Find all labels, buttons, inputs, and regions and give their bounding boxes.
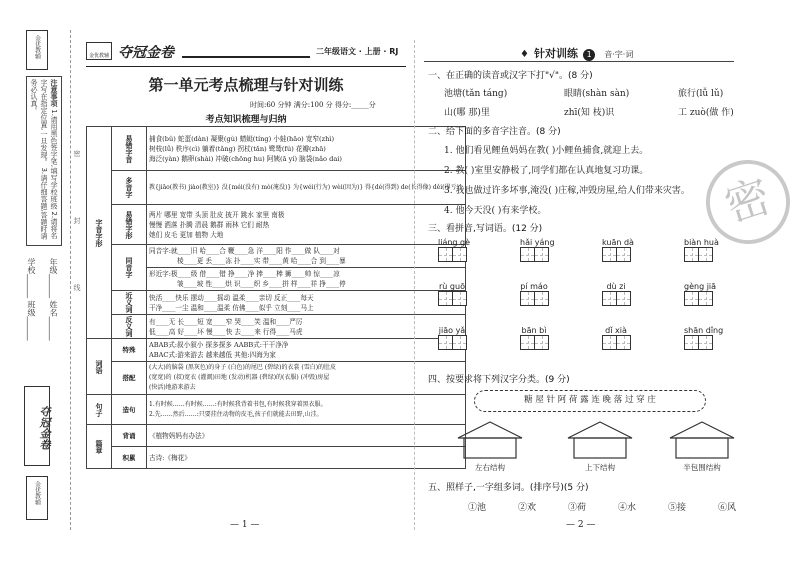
section-4-title: 四、按要求将下列汉字分类。(9 分) — [428, 375, 570, 385]
binding-publisher: 金优教辅 — [33, 35, 41, 59]
house-middle-icon — [562, 420, 638, 460]
writing-box[interactable] — [452, 335, 467, 350]
pinyin-item — [520, 238, 555, 266]
writing-box[interactable] — [534, 335, 549, 350]
near-line-1: 同音字:就____旧 哈____合 鞭____急 洋____阳 作____做 队____对 — [149, 247, 340, 255]
header-rule — [182, 56, 310, 58]
pinyin-item — [684, 282, 716, 310]
sent-line-2: 2.先……然后……:只要挂住动物的皮毛,孩子们就能去田野,山洼。 — [149, 410, 323, 418]
writing-box[interactable] — [616, 247, 631, 262]
label-multi: 多音字 — [112, 171, 147, 205]
ant-line-2: 低____高 好____坏 慢____快 去____来 行得____马虎 — [149, 327, 303, 336]
shape-line-2: 慢慢 洒落 扑腾 清晨 鹅群 雨林 它们 耐热 — [149, 220, 270, 229]
pinyin-label: liáng gè — [438, 238, 471, 247]
s2-item-3: 4. 他今天没( )有来学校。 — [444, 206, 547, 216]
binding-notice — [26, 76, 62, 246]
label-ant: 反义词 — [112, 315, 147, 339]
multi-line: 教{jiāo(教书) jiào(教室)} 没{méi(没有) mò(淹没)} 为{wéi(行为) wèi(因为)} 得{dé(得到) de(长得像) děi(得亏)} — [149, 183, 463, 191]
s1-item-5: 工 zuò(做 作) — [678, 108, 734, 118]
s5-item-1: ②欢 — [518, 503, 537, 513]
writing-box[interactable] — [684, 335, 699, 350]
pinyin-item — [520, 282, 548, 310]
pinyin-item — [520, 326, 548, 354]
s1-item-0: 池塘(tǎn táng) — [444, 89, 508, 99]
pinyin-label: dù zi — [606, 282, 626, 291]
pinyin-label: shān dǐng — [684, 326, 724, 335]
page-divider — [414, 40, 415, 530]
writing-box[interactable] — [684, 291, 699, 306]
colloc-line-2: (宽宽)的 (叔)宽衣 (灌溉)田地 (发动)机器 (碧绿)的(衣服) (冲毁)房屋 — [149, 374, 330, 381]
recite-cell — [147, 425, 466, 447]
s2-item-0: 1. 他们看见鲤鱼妈妈在教( )小鲤鱼捕食,就迎上去。 — [444, 146, 649, 156]
pinyin-label: pí máo — [520, 282, 548, 291]
school-label: 学校 — [27, 258, 36, 274]
near-cell — [147, 245, 466, 268]
writing-box[interactable] — [698, 291, 713, 306]
pinyin-label: hǎi yáng — [520, 238, 555, 247]
label-pattern: 特殊 — [112, 339, 147, 362]
cat-pian: 篇章 — [87, 425, 112, 469]
knowledge-table — [86, 126, 466, 469]
left-subtitle: 考点知识梳理与归纳 — [205, 115, 287, 125]
sent-cell — [147, 395, 466, 425]
s5-item-0: ①池 — [468, 503, 487, 513]
seal-line-text — [72, 150, 82, 450]
banner — [520, 42, 680, 60]
pinyin-item — [602, 326, 630, 354]
binding-publisher-2: 金优教辅 — [33, 481, 41, 505]
writing-box[interactable] — [452, 247, 467, 262]
s5-item-5: ⑥风 — [718, 503, 737, 513]
colloc-line-1: (大大)的脑袋 (黑灰色)的身子 (白色)的尾巴 (碧绿)的衣裳 (雪白)的肚皮 — [149, 364, 337, 371]
notice-title: 注意事项 — [50, 79, 58, 107]
pinyin-item — [602, 282, 630, 310]
syn-line-1: 快活____快乐 摆动____摇动 温柔____亲切 反正____每天 — [149, 293, 314, 302]
writing-box[interactable] — [520, 291, 535, 306]
label-near: 同音字 — [112, 245, 147, 291]
class-label: 班级 — [27, 300, 36, 317]
section-1-title: 一、在正确的读音或汉字下打"√"。(8 分) — [428, 71, 593, 81]
label-colloc: 搭配 — [112, 362, 147, 395]
label-sent: 造句 — [112, 395, 147, 425]
house-left — [452, 420, 528, 473]
banner-number: 1 — [583, 49, 595, 61]
writing-box[interactable] — [534, 291, 549, 306]
notice-2: 2.请将名字写在指定位置,一旦发现。 — [40, 79, 58, 240]
char-pool-box — [474, 390, 706, 412]
writing-box[interactable] — [438, 335, 453, 350]
house-left-icon — [452, 420, 528, 460]
s1-item-4: zhī(知 枝)识 — [564, 108, 615, 118]
left-title: 第一单元考点梳理与针对训练 — [148, 76, 344, 94]
label-recite: 背诵 — [112, 425, 147, 447]
publisher-logo — [86, 42, 112, 60]
label-syn: 近义词 — [112, 291, 147, 315]
label-easy: 易错字音 — [112, 127, 147, 171]
easy-line-1: 捕食(bǔ) 蛇蛋(dàn) 凝聚(gù) 蜻蜓(tíng) 小蛙(hāo) 宽窄(zhì) — [149, 134, 335, 143]
house-right-label: 半包围结构 — [683, 463, 721, 472]
pinyin-item — [684, 326, 723, 354]
colloc-cell — [147, 362, 466, 395]
house-right — [664, 420, 740, 473]
writing-box[interactable] — [602, 335, 617, 350]
pinyin-item — [438, 238, 470, 266]
sent-line-1: 1.有时候……有时候……:有时候我背着书包,有时候我穿着黑衣服。 — [149, 400, 327, 408]
seal-1: 密 — [73, 150, 81, 217]
writing-box[interactable] — [520, 335, 535, 350]
shape-cell — [147, 205, 466, 245]
house-left-label: 左右结构 — [475, 463, 505, 472]
header — [86, 40, 406, 64]
banner-title: 针对训练 — [534, 47, 579, 60]
pinyin-item — [684, 238, 719, 266]
writing-box[interactable] — [684, 247, 699, 262]
section-2-title: 二、给下面的多音字注音。(8 分) — [428, 127, 561, 137]
writing-box[interactable] — [438, 247, 453, 262]
s5-item-4: ⑤接 — [668, 503, 687, 513]
pinyin-item — [438, 326, 466, 354]
writing-box[interactable] — [438, 291, 453, 306]
left-meta: 时间:60 分钟 满分:100 分 得分:_____分 — [250, 101, 376, 109]
banner-book-icon: ♦ — [520, 49, 529, 60]
header-subject: 二年级语文 · 上册 · RJ — [316, 47, 399, 56]
easy-line-2: 树枝(lǚ) 秩序(cì) 躺着(tǎng) 拐杖(tǎn) 鹭鸶(fú) 花瓣(zhā) — [149, 144, 326, 153]
house-right-icon — [664, 420, 740, 460]
pattern-line-1: ABAB式:叙小叙小 探多探多 AABB式:干干净净 — [149, 341, 289, 349]
left-page-number: — 1 — — [230, 520, 260, 530]
form-line-1: 形近字:极____级 借____错 挣____净 捧____棒 狮____帅 惊____凉 — [149, 270, 340, 278]
pattern-line-2: ABAC式:游来游去 越来越低 其他:四海为家 — [149, 351, 276, 359]
form-cell — [147, 268, 466, 291]
shape-line-3: 她们 皮毛 更加 植物 大地 — [149, 230, 224, 239]
pinyin-label: kuān dà — [602, 238, 634, 247]
colloc-line-3: (快活)地游来游去 — [149, 384, 196, 391]
header-underline — [86, 66, 406, 67]
pinyin-label: bān bì — [521, 326, 547, 335]
banner-sub: 音·字·词 — [604, 50, 634, 59]
name-label: 姓名 — [49, 300, 58, 317]
header-publisher: 金优教辅 — [88, 53, 109, 59]
easy-cell — [147, 127, 466, 171]
pinyin-label: gèng jiā — [684, 282, 717, 291]
acc-cell — [147, 447, 466, 469]
binding-logo-bottom — [26, 476, 48, 520]
pinyin-label: jiāo yǎ — [438, 326, 466, 335]
header-brand: 夺冠金卷 — [118, 45, 174, 61]
writing-box[interactable] — [698, 247, 713, 262]
notice-3: 3.请仔细答题,答题时请务必认真。 — [30, 79, 48, 240]
writing-box[interactable] — [616, 335, 631, 350]
multi-cell — [147, 171, 466, 205]
char-pool: 糖 屋 针 阿 荷 露 连 晚 落 过 穿 庄 — [524, 395, 656, 405]
binding-logo-top — [26, 30, 48, 70]
writing-box[interactable] — [534, 247, 549, 262]
shape-line-1: 两片 哪里 宽带 头顶 肚皮 披开 跳水 家里 南极 — [149, 210, 285, 219]
ant-cell — [147, 315, 466, 339]
cat-zi: 字音字形 — [87, 127, 112, 339]
binding-strip — [18, 30, 84, 530]
house-middle — [562, 420, 638, 473]
binding-fields: 学校______ 班级______ — [27, 258, 36, 341]
writing-box[interactable] — [520, 247, 535, 262]
stamp-text: 密 — [719, 170, 777, 233]
right-page-number: — 2 — — [566, 520, 596, 530]
grade-label: 年级 — [49, 258, 58, 274]
writing-box[interactable] — [452, 291, 467, 306]
section-3-title: 三、看拼音,写词语。(12 分) — [428, 224, 543, 234]
recite-line: 《植物妈妈有办法》 — [149, 431, 209, 440]
s1-item-3: 山(哪 那)里 — [444, 108, 490, 118]
writing-box[interactable] — [698, 335, 713, 350]
pinyin-item — [438, 282, 466, 310]
pinyin-grid — [438, 238, 728, 368]
binding-fields-2: 年级______ 姓名______ — [49, 258, 58, 341]
pinyin-label: biàn huà — [684, 238, 719, 247]
s1-item-2: 旅行(lǚ lǔ) — [678, 89, 724, 99]
cat-ci: 词语 — [87, 339, 112, 395]
label-acc: 积累 — [112, 447, 147, 469]
writing-box[interactable] — [602, 291, 617, 306]
easy-line-3: 海泛(yàn) 鹅卵(shài) 冲破(chōng hu) 阿姨(ā yí) 脑袋(nǎo dai) — [149, 154, 342, 163]
syn-line-2: 干净____一尘 温和____温柔 仿佛____似乎 立刻____马上 — [149, 303, 314, 312]
s1-item-1: 眼睛(shàn sàn) — [564, 89, 630, 99]
seal-3: 线 — [73, 284, 81, 351]
pattern-cell — [147, 339, 466, 362]
pinyin-label: dǐ xià — [605, 326, 627, 335]
banner-underline — [424, 61, 734, 62]
writing-box[interactable] — [602, 247, 617, 262]
s5-item-3: ④水 — [618, 503, 637, 513]
binding-brand-logo — [24, 386, 50, 466]
cat-ju: 句子 — [87, 395, 112, 425]
ant-line-1: 有____无 长____短 宽____窄 哭____笑 温和____严厉 — [149, 317, 303, 326]
pinyin-label: rù guō — [439, 282, 465, 291]
house-middle-label: 上下结构 — [585, 463, 615, 472]
section-5-title: 五、照样子,一字组多词。(排序号)(5 分) — [428, 483, 589, 493]
binding-dash-line — [70, 30, 71, 530]
binding-brand: 夺冠金卷 — [38, 406, 51, 450]
label-shape: 易错字形 — [112, 205, 147, 245]
near-line-2: 棱____更 丢____冻 扑____实 带____黄 哈____合 到____暴 — [177, 257, 346, 265]
form-line-2: 皱____坡 性____烘 识____织 乡____拼 样____祥 挣____停 — [177, 280, 346, 288]
acc-line: 古诗:《梅花》 — [149, 453, 191, 462]
seal-2: 封 — [73, 217, 81, 284]
s2-item-1: 2. 教( )室里安静极了,同学们都在认真地复习功课。 — [444, 166, 649, 176]
notice-1: 1.请用黑色签字笔,填写学校班级 — [50, 109, 58, 210]
s2-item-2: 3. 我也做过许多坏事,淹没( )庄稼,冲毁房屋,给人们带来灾害。 — [444, 186, 690, 196]
s5-item-2: ③荷 — [568, 503, 587, 513]
pinyin-item — [602, 238, 634, 266]
writing-box[interactable] — [616, 291, 631, 306]
syn-cell — [147, 291, 466, 315]
